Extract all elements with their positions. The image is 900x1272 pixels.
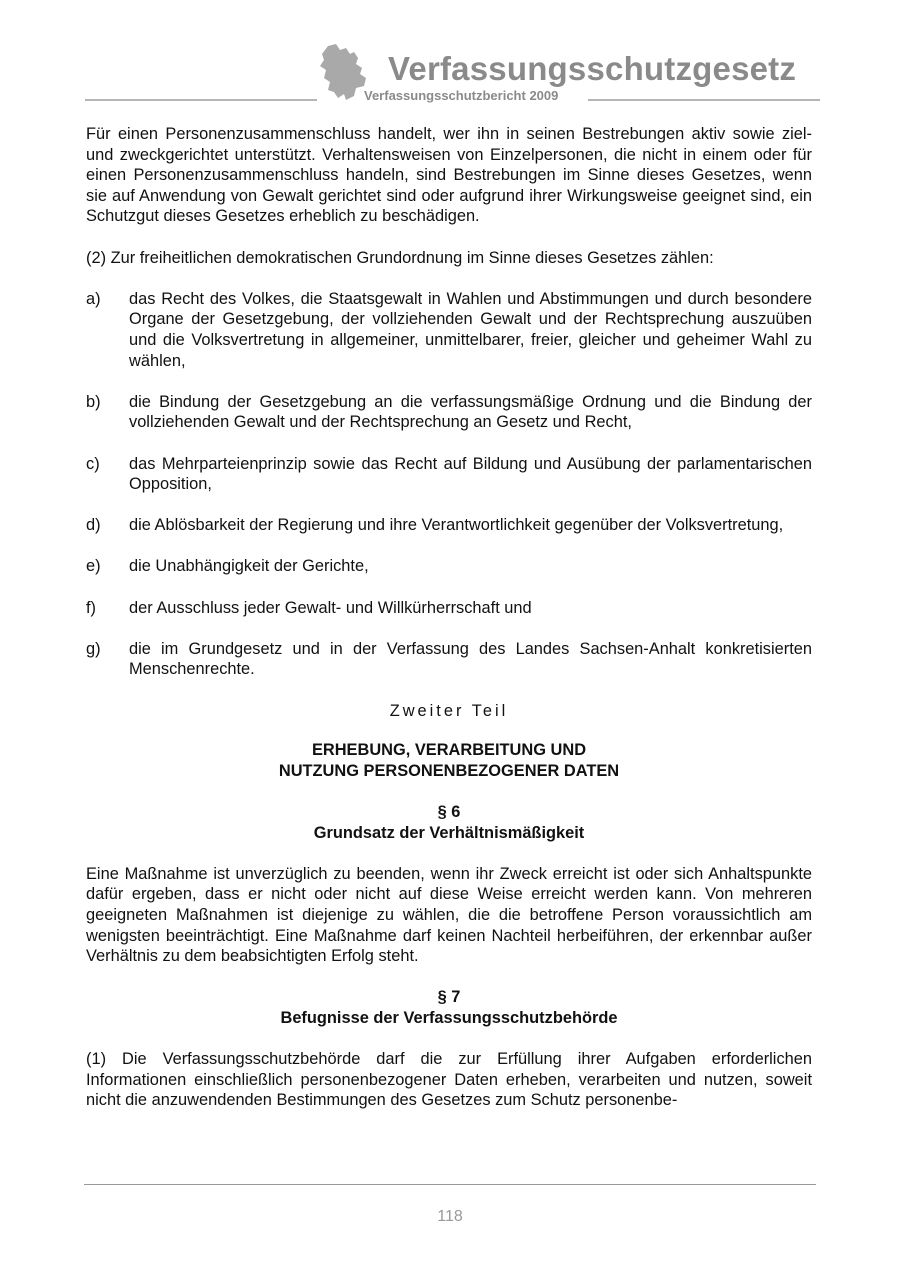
section-6-title: Grundsatz der Verhältnismäßigkeit	[313, 823, 585, 842]
list-item-text: die Ablösbarkeit der Regierung und ihre Verantwortlichkeit gegenüber der Volksvertretung,	[129, 516, 784, 535]
intro-paragraph: Für einen Personenzusammenschluss handelt, wer ihn in seinen Bestrebungen aktiv sowie ziel- und zweckgerichtet unterstützt. Verhaltensweisen von Einzelpersonen, die nicht in einem oder für einen Personenzusammenschluss handeln, sind Bestrebungen im Sinne dieses Gesetzes, wenn sie auf Anwendung von Gewalt gerichtet sind oder aufgrund ihrer Wirkungsweise geeignet sind, ein Schutzgut dieses Gesetzes erheblich zu beschädigen.	[86, 125, 812, 226]
section-7-number: § 7	[437, 988, 461, 1007]
list-item-label: b)	[86, 392, 101, 411]
header-title: Verfassungsschutzgesetz	[388, 50, 797, 87]
section-heading	[86, 740, 812, 781]
header-rule-right	[588, 99, 820, 101]
section-heading-line-1: ERHEBUNG, VERARBEITUNG UND	[311, 741, 587, 760]
list-item-label: a)	[86, 289, 101, 308]
list-item	[86, 639, 812, 680]
list-item-text: das Mehrparteienprinzip sowie das Recht auf Bildung und Ausübung der parlamentarischen Opposition,	[129, 454, 812, 494]
list-item-text: die im Grundgesetz und in der Verfassung des Landes Sachsen-Anhalt konkretisierten Menschenrechte.	[129, 639, 812, 679]
list-item-label: e)	[86, 557, 101, 576]
header-rule-left	[85, 99, 317, 101]
paragraph-2: (2) Zur freiheitlichen demokratischen Grundordnung im Sinne dieses Gesetzes zählen:	[86, 248, 714, 267]
page-number: 118	[437, 1208, 463, 1225]
list-item	[86, 289, 812, 371]
part-title: Zweiter Teil	[389, 701, 509, 720]
list-item-label: g)	[86, 639, 101, 658]
list-item-text: die Unabhängigkeit der Gerichte,	[129, 557, 369, 576]
section-heading-line-2: NUTZUNG PERSONENBEZOGENER DATEN	[278, 761, 620, 780]
section-6-number: § 6	[437, 803, 461, 821]
header-subtitle: Verfassungsschutzbericht 2009	[364, 88, 559, 103]
section-7-text: (1) Die Verfassungsschutzbehörde darf die zur Erfüllung ihrer Aufgaben erforderlichen Informationen einschließlich personenbezogener Daten erheben, verarbeiten und nutzen, soweit nicht die anzuwendenden Bestimmungen des Gesetzes zum Schutz personenbe-	[86, 1050, 812, 1110]
page-header	[0, 0, 900, 110]
section-7-title: Befugnisse der Verfassungsschutzbehörde	[280, 1008, 618, 1027]
section-6-text: Eine Maßnahme ist unverzüglich zu beenden, wenn ihr Zweck erreicht ist oder sich Anhaltspunkte dafür ergeben, dass er nicht oder nicht auf diese Weise erreicht werden kann. Von mehreren geeigneten Maßnahmen ist diejenige zu wählen, die die betroffene Person voraussichtlich am wenigsten beeinträchtigt. Eine Maßnahme darf keinen Nachteil herbeiführen, der erkennbar außer Verhältnis zu dem beabsichtigten Erfolg steht.	[86, 864, 812, 966]
list-item-label: f)	[86, 598, 97, 617]
list-item	[86, 556, 812, 577]
section-7-heading	[86, 987, 812, 1028]
page-body	[86, 124, 812, 1132]
list-item	[86, 454, 812, 495]
section-6-heading	[86, 802, 812, 843]
list-item	[86, 515, 812, 536]
list-item-label: c)	[86, 454, 100, 473]
list-item	[86, 392, 812, 433]
list-item-text: das Recht des Volkes, die Staatsgewalt in Wahlen und Abstimmungen und durch besondere Organe der Gesetzgebung, der vollziehenden Gewalt und der Rechtsprechung auszuüben und die Volksvertretung in allgemeiner, unmittelbarer, freier, gleicher und geheimer Wahl zu wählen,	[129, 289, 812, 370]
footer-rule	[84, 1184, 816, 1185]
list-item-text: der Ausschluss jeder Gewalt- und Willkürherrschaft und	[129, 598, 532, 617]
list-item-text: die Bindung der Gesetzgebung an die verfassungsmäßige Ordnung und die Bindung der vollziehenden Gewalt und der Rechtsprechung an Gesetz und Recht,	[129, 392, 812, 432]
list-item	[86, 598, 812, 619]
fdgo-list	[86, 289, 812, 680]
list-item-label: d)	[86, 516, 101, 535]
